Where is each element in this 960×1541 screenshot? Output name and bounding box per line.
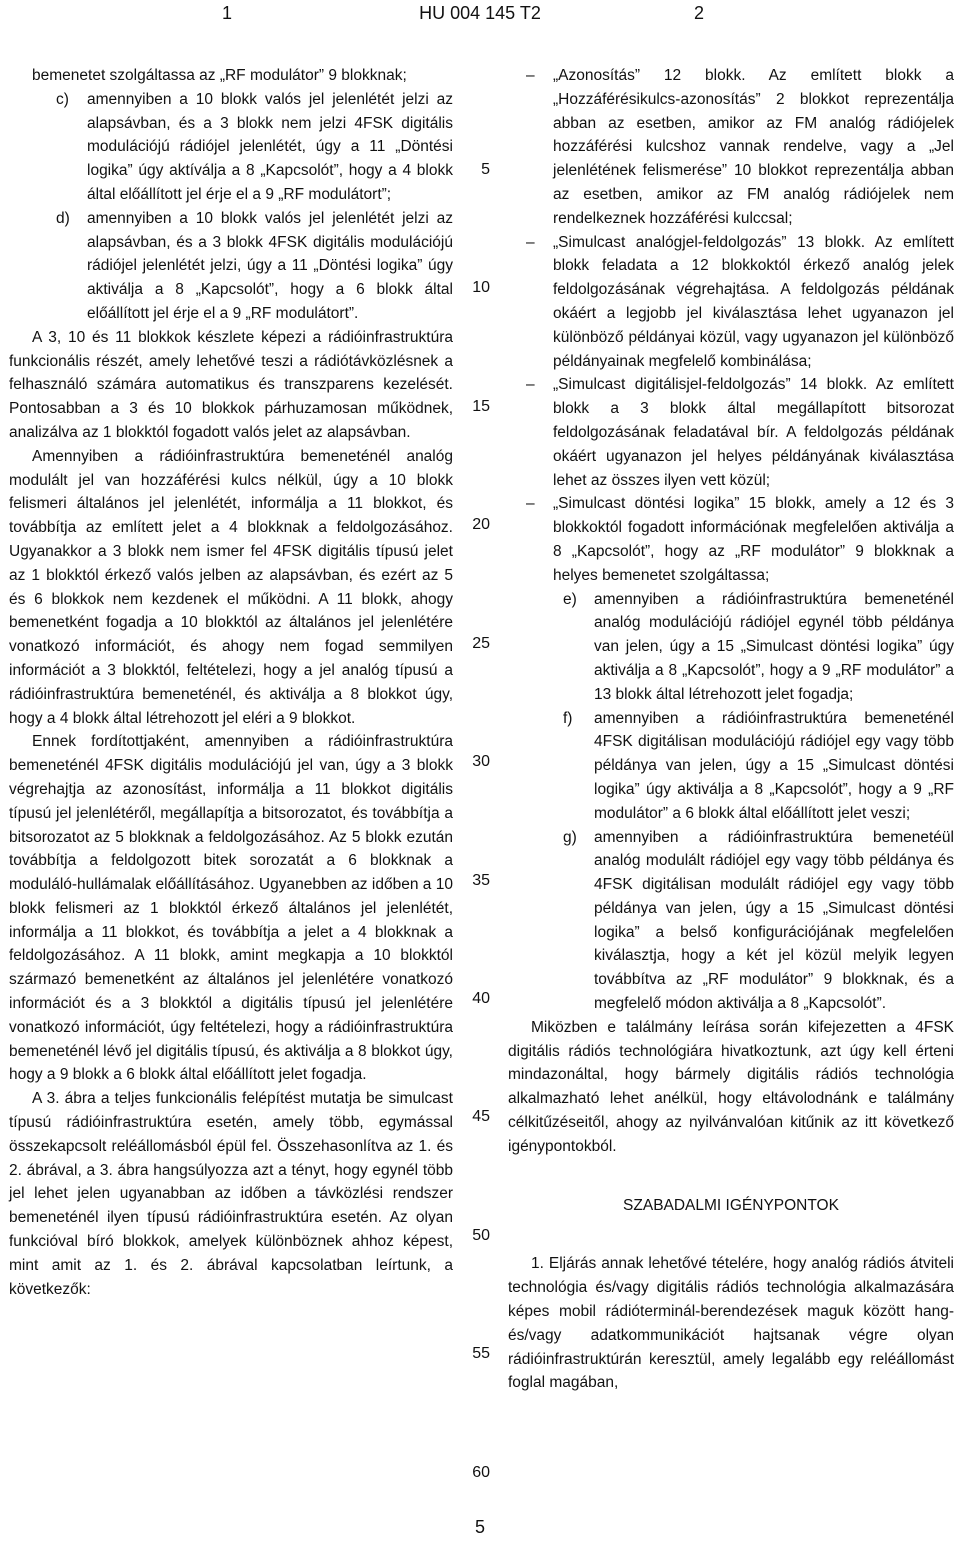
dash-marker: –: [526, 495, 535, 513]
list-marker: e): [563, 590, 577, 608]
line-number: 20: [472, 516, 490, 533]
list-marker: c): [56, 90, 69, 108]
list-item-text: amennyiben a rádióinfrastruktúra bemenetéül analóg modulált rádiójel egy vagy több példánya és 4FSK digitálisan modulált rádiójel egy vagy több példánya van jelen, úgy a 15 „Simulcast döntési logika” a belső konfigurációjának megfelelően kiválasztja, hogy a két jel közül melyik legyen továbbítva az „RF modulátor” 9 blokknak, és a megfelelő módon aktiválja a 8 „Kapcsolót”.: [594, 828, 954, 1013]
column-number-right: 2: [694, 3, 705, 23]
dash-item-analog-processing: [508, 231, 954, 374]
claims-title: SZABADALMI IGÉNYPONTOK: [623, 1196, 839, 1214]
line-number: 15: [472, 398, 490, 415]
dash-item-text: „Azonosítás” 12 blokk. Az említett blokk a „Hozzáférésikulcs-azonosítás” 2 blokkot reprezentálja abban az esetben, amikor az FM analóg rádiójelek hozzáférési kulcshoz vannak rendelve, vagy a „Jel jelenlétének felismerése” 10 blokkot reprezentálja abban az esetben, amikor az FM analóg rádiójelek nem rendelkeznek hozzáférési kulccsal;: [553, 67, 954, 227]
right-column: [508, 64, 954, 1395]
dash-marker: –: [526, 376, 535, 394]
list-item-g: [508, 826, 954, 1016]
list-marker: d): [56, 209, 70, 227]
dash-item-text: „Simulcast digitálisjel-feldolgozás” 14 blokk. Az említett blokk a 3 blokk által megállapított bitsorozat feldolgozásának feladatával bír. A feldolgozás példának okáért ugyanazon jel helyes példányának kiválasztása lehet az összes ilyen vett közül;: [553, 376, 954, 489]
list-item-text: amennyiben a 10 blokk valós jel jelenlétét jelzi az alapsávban, és a 3 blokk 4FSK digitális modulációjú rádiójel jelenlétét jelzi, úgy a 11 „Döntési logika” úgy aktiválja a 8 „Kapcsolót”, hogy a 6 blokk által előállított jel érje el a 9 „RF modulátort”.: [87, 209, 453, 322]
line-number: 5: [481, 161, 490, 178]
left-column: [9, 64, 453, 1301]
page-number: 5: [474, 1517, 485, 1537]
claim-1: 1. Eljárás annak lehetővé tételére, hogy analóg rádiós átviteli technológia és/vagy digitális rádiós technológia alkalmazására képes mobil rádióterminál-berendezések maguk között hang- és/vagy adatkommunikációt hajtsanak végre olyan rádióinfrastruktúrán keresztül, amely legalább egy reléállomást foglal magában,: [508, 1255, 954, 1392]
line-number: 25: [472, 635, 490, 652]
dash-marker: –: [526, 233, 535, 251]
paragraph: Ennek fordítottjaként, amennyiben a rádióinfrastruktúra bemeneténél 4FSK digitális modulációjú jel van, úgy a 3 blokk végrehajtja az azonosítást, informálja a 11 blokkot digitális típusú jel jelenlétéről, megállapítja a bitsorozatot, és továbbítja a bitsorozatot az 5 blokknak a feldolgozásához. Az 5 blokk ezután továbbítja a feldolgozott bitek sorozatát a 6 blokknak a moduláló-hullámalak előállításához. Ugyanebben az időben a 10 blokk felismeri az 1 blokktól érkező általános jel jelenlétét, informálja a 11 blokkot, és továbbítja a jelet a 4 blokknak a feldolgozásához. A 11 blokk, amint megkapja a 10 blokktól származó bemenetként az általános jel jelenlétére vonatkozó információt és a 3 blokktól a digitális típusú jel jelenlétére vonatkozó információt, úgy feltételezi, hogy a rádióinfrastruktúra bemeneténél lévő jel digitális típusú, és aktiválja a 8 blokkot úgy, hogy a 9 blokk a 6 blokk által előállított jelet fogadja.: [9, 733, 453, 1084]
list-item-f: [508, 707, 954, 826]
dash-item-decision-logic: [508, 492, 954, 587]
paragraph: Miközben e találmány leírása során kifejezetten a 4FSK digitális rádiós technológiára hivatkoztunk, azt úgy kell érteni mindazonáltal, hogy bármely digitális rádiós technológia alkalmazható lehet anélkül, hogy eltávolodnánk e találmány célkitűzéseitől, ahogy az nyilvánvalóan kitűnik az itt következő igénypontokból.: [508, 1018, 954, 1155]
dash-item-identification: [508, 64, 954, 231]
list-marker: f): [563, 709, 573, 727]
list-item-e: [508, 588, 954, 707]
patent-id: HU 004 145 T2: [419, 3, 541, 23]
paragraph: A 3, 10 és 11 blokkok készlete képezi a rádióinfrastruktúra funkcionális részét, amely lehetővé teszi a rádiótávközlésnek a felhasználó számára automatikus és transzparens kezelését. Pontosabban a 3 és 10 blokkok párhuzamosan működnek, analizálva az 1 blokktól fogadott valós jelet az alapsávban.: [9, 328, 453, 441]
list-item-d: [9, 207, 453, 326]
line-number: 30: [472, 753, 490, 770]
paragraph: Amennyiben a rádióinfrastruktúra bemeneténél analóg modulált jel van hozzáférési kulcs nélkül, úgy a 10 blokk felismeri általános jel jelenlétét, informálja a 11 blokkot, és továbbítja az említett jelet a 4 blokknak a feldolgozásához. Ugyanakkor a 3 blokk nem ismer fel 4FSK digitális típusú jelet az 1 blokktól érkező valós jelben az alapsávban, és ezért az 5 és 6 blokkok nem kezdenek el működni. A 11 blokk, ahogy bemenetként fogadja a 10 blokktól az általános jel jelenlétére vonatkozó információt, és ahogy nem fogad semmilyen információt a 3 blokktól, feltételezi, hogy a jel analóg típusú a rádióinfrastruktúra bemeneténél, és aktiválja a 8 blokkot úgy, hogy a 4 blokk által létrehozott jel eléri a 9 blokkot.: [9, 447, 453, 727]
line-number: 60: [472, 1464, 490, 1481]
line-number: 10: [472, 279, 490, 296]
column-number-left: 1: [222, 3, 233, 23]
list-item-text: amennyiben a rádióinfrastruktúra bemeneténél analóg modulációjú rádiójel egynél több példánya van jelen, úgy a 15 „Simulcast döntési logika” úgy aktiválja a 8 „Kapcsolót”, hogy a 9 „RF modulátor” a 13 blokk által létrehozott jelet fogadja;: [594, 590, 954, 703]
dash-item-text: „Simulcast döntési logika” 15 blokk, amely a 12 és 3 blokkoktól fogadott információnak megfelelően aktiválja a 8 „Kapcsolót”, hogy az „RF modulátor” 9 blokknak a helyes bemenetet szolgáltassa;: [553, 495, 954, 584]
paragraph: bemenetet szolgáltassa az „RF modulátor” 9 blokknak;: [32, 67, 407, 84]
dash-marker: –: [526, 67, 535, 84]
list-item-c: [9, 88, 453, 207]
line-number: 55: [472, 1345, 490, 1362]
line-number: 50: [472, 1227, 490, 1244]
paragraph: A 3. ábra a teljes funkcionális felépítést mutatja be simulcast típusú rádióinfrastruktúra esetén, amely több, egymással összekapcsolt reléállomásból épül fel. Összehasonlítva az 1. és 2. ábrával, a 3. ábra hangsúlyozza azt a tényt, hogy egynél több jel lehet jelen ugyanabban az időben a távközlési rendszer bemeneténél ilyen típusú rádióinfrastruktúra esetén. Az olyan funkcióval bíró blokkok, amelyek különböznek ahhoz képest, mint amit az 1. és 2. ábrával kapcsolatban leírtunk, a következők:: [9, 1090, 453, 1298]
line-number: 45: [472, 1108, 490, 1125]
list-item-text: amennyiben a rádióinfrastruktúra bemeneténél 4FSK digitálisan modulációjú rádiójel egy vagy több példánya van jelen, úgy a 15 „Simulcast döntési logika” úgy aktiválja a 8 „Kapcsolót”, hogy a 9 „RF modulátor” a 6 blokk által előállított jelet veszi;: [594, 709, 954, 822]
dash-item-digital-processing: [508, 373, 954, 492]
list-item-text: amennyiben a 10 blokk valós jel jelenlétét jelzi az alapsávban, és a 3 blokk nem jelzi 4FSK digitális modulációjú rádiójel jelenlétét, úgy a 11 „Döntési logika” úgy aktíválja a 8 „Kapcsolót”, hogy a 4 blokk által előállított jel érje el a 9 „RF modulátort”;: [87, 90, 453, 203]
dash-item-text: „Simulcast analógjel-feldolgozás” 13 blokk. Az említett blokk feladata a 12 blokkoktól érkező analóg jelek feldolgozásának végrehajtása. A feldolgozás példának okáért a legjobb jel kiválasztása lehet ugyanazon jel különböző példányai közül, vagy ugyanazon jel különböző példányainak megfelelő kombinálása;: [553, 233, 954, 370]
list-marker: g): [563, 828, 577, 846]
line-number: 35: [472, 872, 490, 889]
line-number: 40: [472, 990, 490, 1007]
